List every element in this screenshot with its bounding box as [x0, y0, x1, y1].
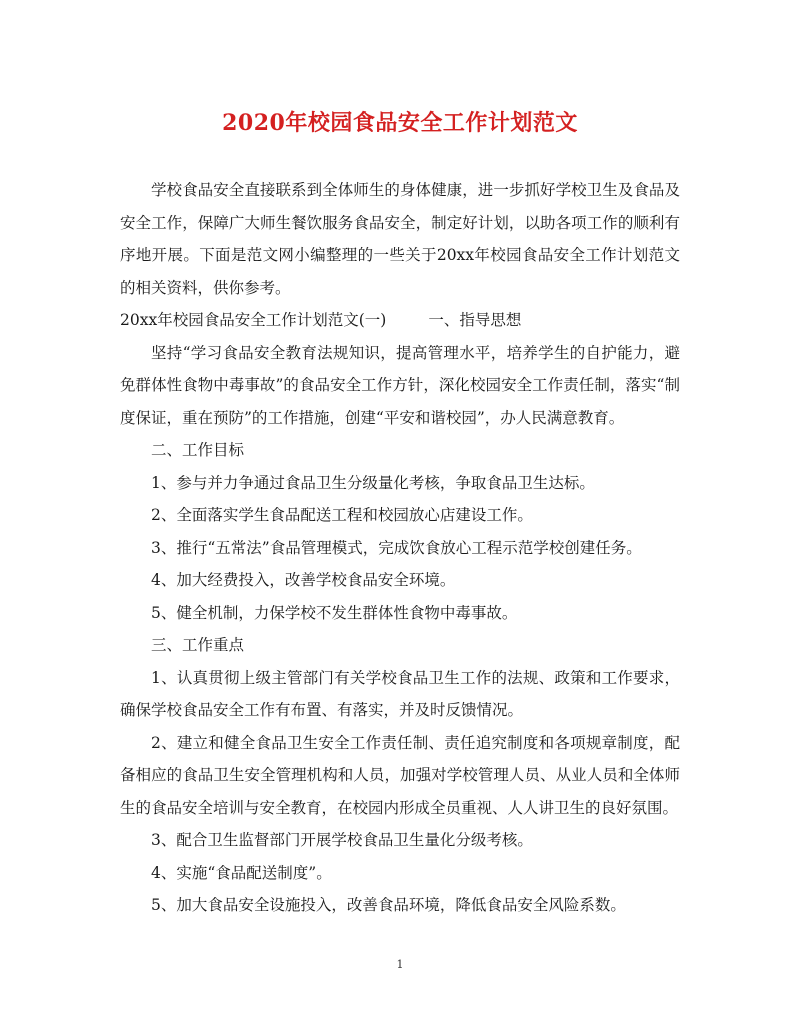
section1-paragraph: 坚持“学习食品安全教育法规知识，提高管理水平，培养学生的自护能力，避免群体性食物中毒事故”的食品安全工作方针，深化校园安全工作责任制，落实“制度保证，重在预防”的工作措施，创建“平安和谐校园”，办人民满意教育。: [120, 343, 680, 427]
subtitle-row: [120, 304, 680, 337]
section2-item: 3、推行“五常法”食品管理模式，完成饮食放心工程示范学校创建任务。: [151, 538, 642, 557]
section2-item: 5、健全机制，力保学校不发生群体性食物中毒事故。: [151, 603, 518, 622]
section3-item: 3、配合卫生监督部门开展学校食品卫生量化分级考核。: [151, 831, 533, 849]
section2-item: 4、加大经费投入，改善学校食品安全环境。: [151, 571, 456, 589]
spacer: [386, 304, 428, 337]
section3-heading: 三、工作重点: [151, 636, 245, 654]
page-number: 1: [396, 958, 404, 971]
section2-item: 2、全面落实学生食品配送工程和校园放心店建设工作。: [151, 506, 533, 524]
section3-item: 5、加大食品安全设施投入，改善食品环境，降低食品安全风险系数。: [151, 896, 626, 914]
article-subtitle: 20xx年校园食品安全工作计划范文(一): [120, 311, 387, 329]
intro-paragraph: 学校食品安全直接联系到全体师生的身体健康，进一步抓好学校卫生及食品及安全工作，保障广大师生餐饮服务食品安全，制定好计划，以助各项工作的顺利有序地开展。下面是范文网小编整理的一些关于20xx年校园食品安全工作计划范文的相关资料，供你参考。: [120, 181, 680, 297]
document-body: [120, 174, 680, 922]
section2-heading: 二、工作目标: [151, 441, 245, 459]
section3-item: 2、建立和健全食品卫生安全工作责任制、责任追究制度和各项规章制度，配备相应的食品卫生安全管理机构和人员，加强对学校管理人员、从业人员和全体师生的食品安全培训与安全教育，在校园内形成全员重视、人人讲卫生的良好氛围。: [120, 733, 680, 817]
document-title: 2020年校园食品安全工作计划范文: [222, 110, 578, 136]
section3-item: 4、实施“食品配送制度”。: [151, 863, 332, 882]
section1-heading: 一、指导思想: [428, 311, 522, 329]
section3-item: 1、认真贯彻上级主管部门有关学校食品卫生工作的法规、政策和工作要求，确保学校食品安全工作有布置、有落实，并及时反馈情况。: [120, 668, 680, 719]
section2-item: 1、参与并力争通过食品卫生分级量化考核，争取食品卫生达标。: [151, 473, 595, 492]
